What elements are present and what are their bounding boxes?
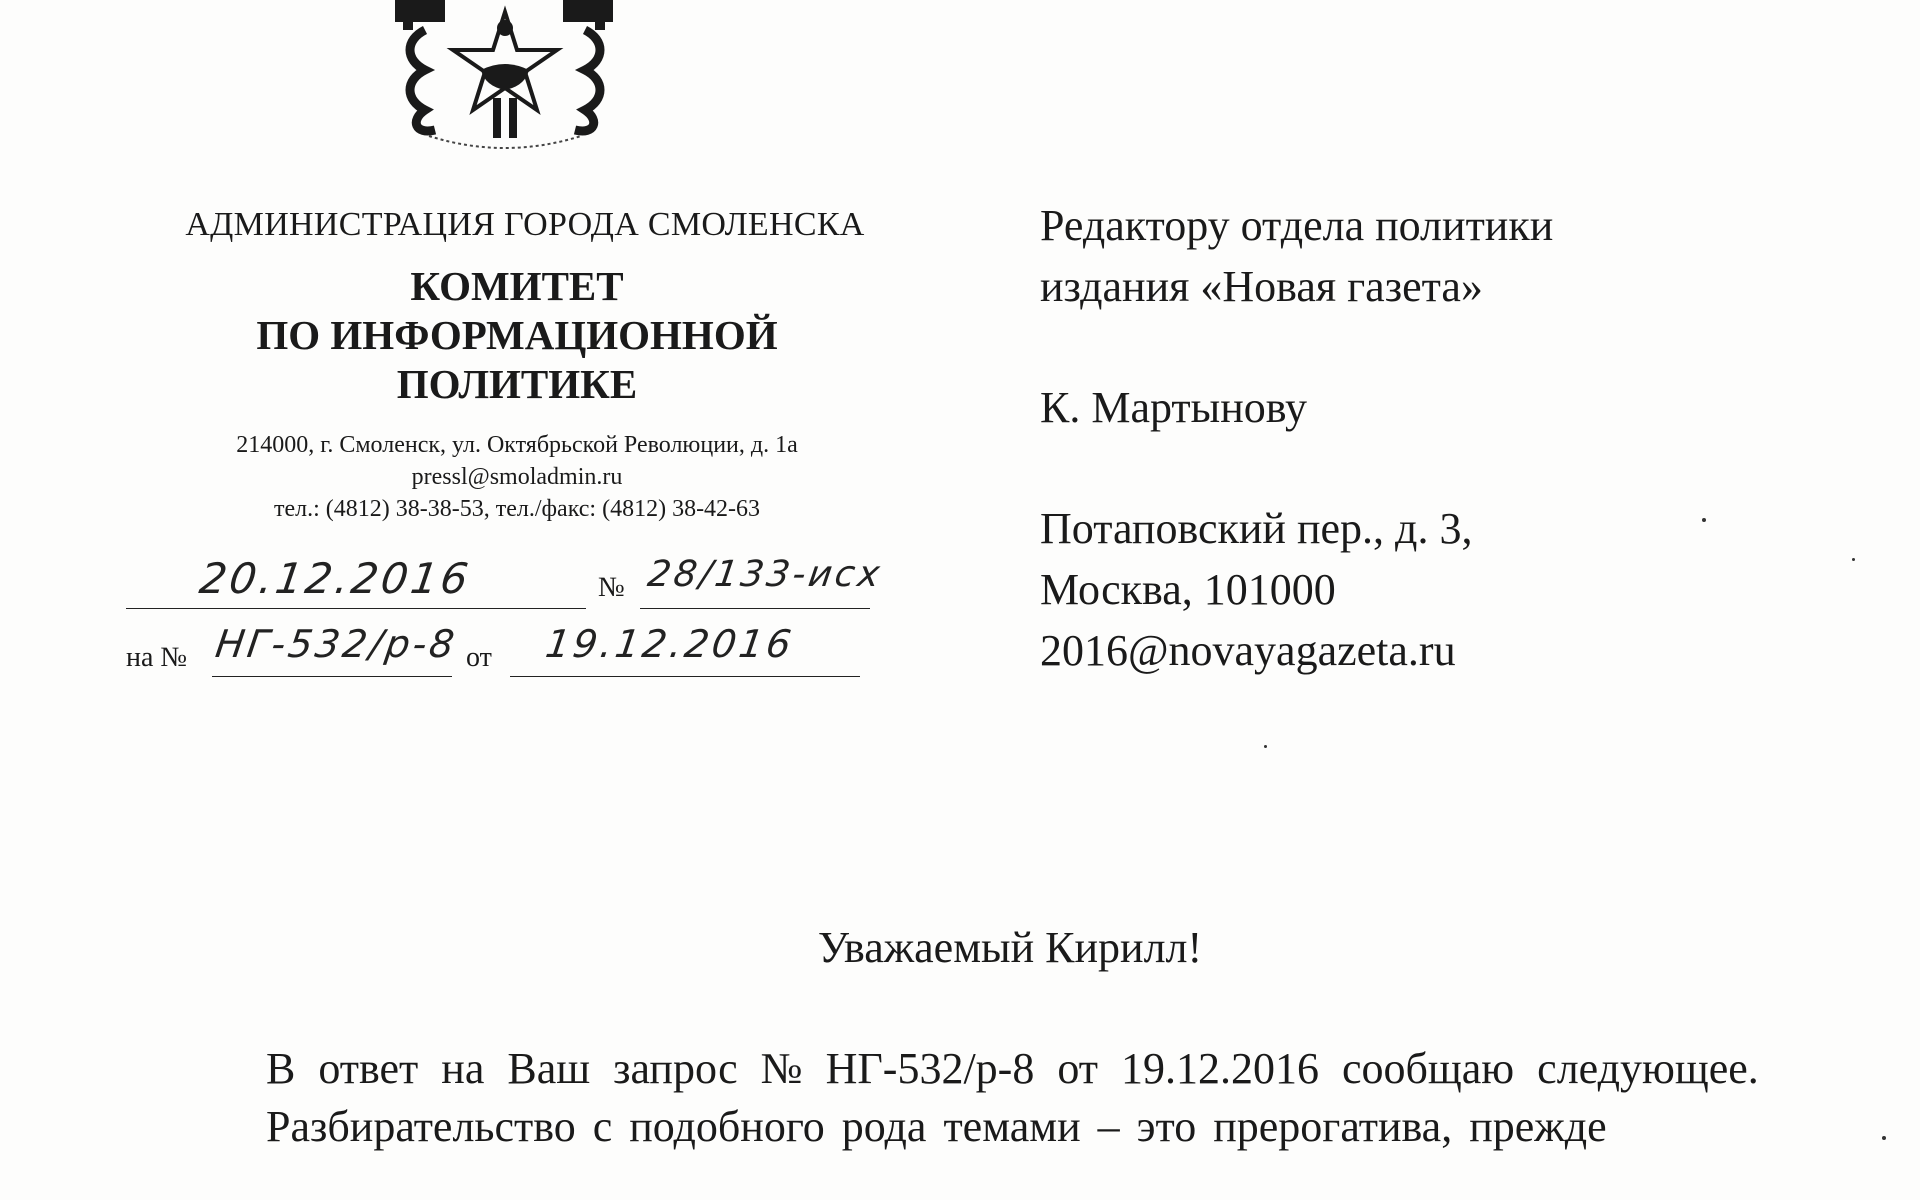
scan-speck xyxy=(1702,518,1706,522)
postal-address: 214000, г. Смоленск, ул. Октябрьской Революции, д. 1а xyxy=(236,432,798,458)
scan-speck xyxy=(1852,558,1855,561)
outgoing-date: 20.12.2016 xyxy=(196,554,474,603)
number-label: № xyxy=(598,572,625,603)
body-paragraph: Разбирательство с подобного рода темами – это прерогатива, прежде xyxy=(266,1102,1607,1151)
reply-date: 19.12.2016 xyxy=(542,622,797,666)
committee-title xyxy=(124,262,910,409)
organization-name: АДМИНИСТРАЦИЯ ГОРОДА СМОЛЕНСКА xyxy=(185,206,865,243)
contact-email: pressl@smoladmin.ru xyxy=(411,464,623,490)
recipient-email: 2016@novayagazeta.ru xyxy=(1040,626,1456,675)
reply-number-label: на № xyxy=(126,642,188,673)
contact-details xyxy=(124,429,910,525)
recipient-position: Редактору отдела политики xyxy=(1040,201,1554,250)
letter-body xyxy=(132,1040,1894,1156)
reply-date-label: от xyxy=(466,642,492,673)
contact-phone: тел.: (4812) 38-38-53, тел./факс: (4812) 38-42-63 xyxy=(273,496,761,522)
coat-of-arms-emblem xyxy=(385,0,625,160)
outgoing-number: 28/133-исх xyxy=(645,554,886,595)
committee-title-line: КОМИТЕТ xyxy=(410,263,624,309)
scan-speck xyxy=(1882,1136,1886,1140)
salutation: Уважаемый Кирилл! xyxy=(817,923,1203,972)
recipient-block xyxy=(1040,195,1553,681)
recipient-publication: издания «Новая газета» xyxy=(1040,262,1483,311)
recipient-name: К. Мартынову xyxy=(1040,383,1308,432)
reply-number: НГ-532/р-8 xyxy=(212,622,460,666)
committee-title-line: ПОЛИТИКЕ xyxy=(396,361,638,407)
recipient-city: Москва, 101000 xyxy=(1040,565,1336,614)
committee-title-line: ПО ИНФОРМАЦИОННОЙ xyxy=(256,312,778,358)
scan-speck xyxy=(1264,745,1267,748)
recipient-street: Потаповский пер., д. 3, xyxy=(1040,504,1473,553)
letterhead xyxy=(110,200,910,525)
body-paragraph: В ответ на Ваш запрос № НГ-532/р-8 от 19.12.2016 сообщаю следующее. xyxy=(266,1044,1759,1093)
